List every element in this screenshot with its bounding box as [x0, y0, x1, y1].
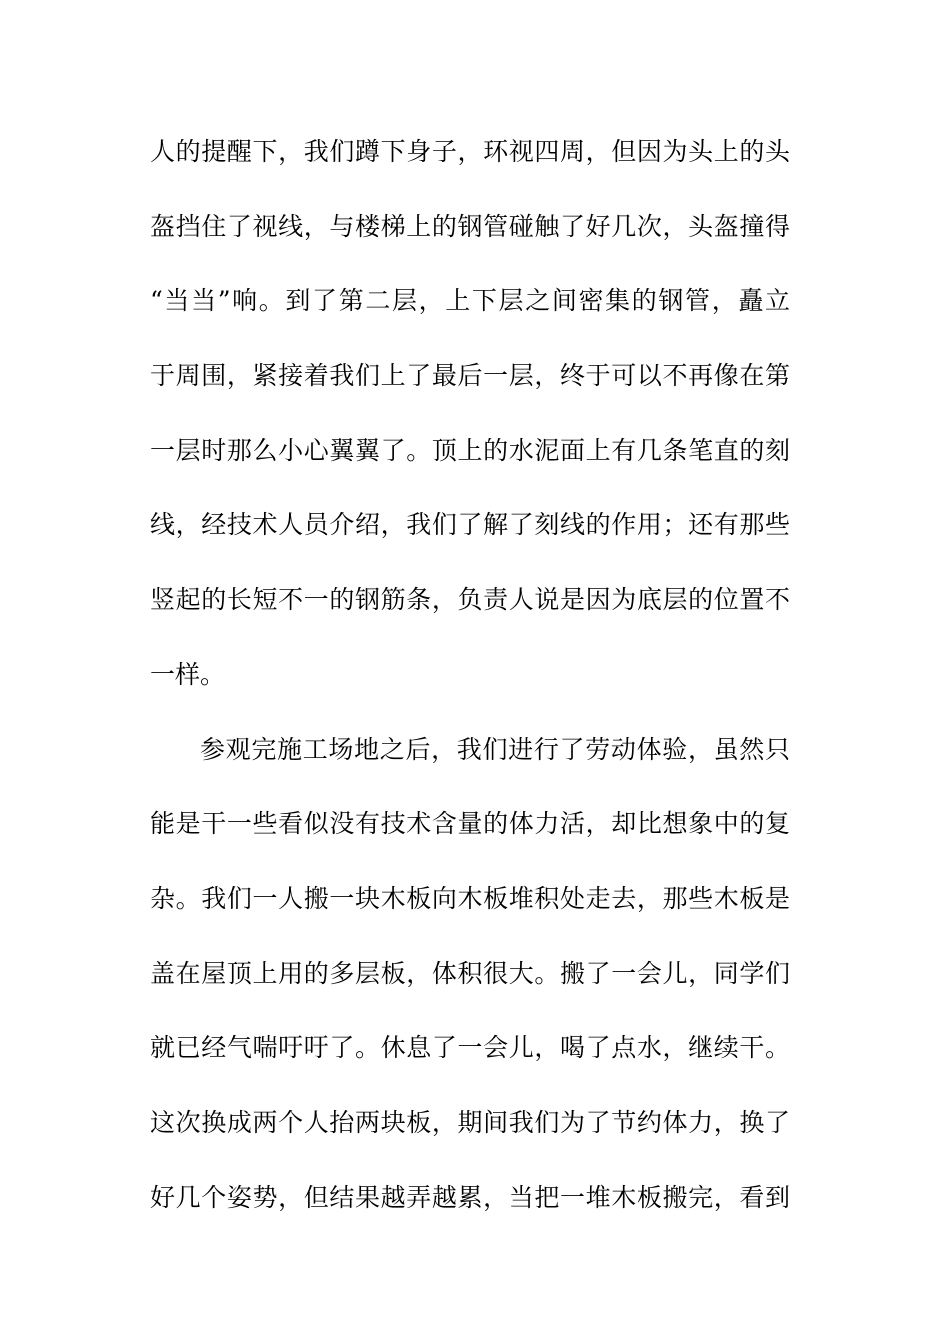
paragraph-line: 一样。: [150, 659, 226, 689]
paragraph-line: 能是干一些看似没有技术含量的体力活，却比想象中的复: [150, 809, 790, 839]
paragraph-line: 参观完施工场地之后，我们进行了劳动体验，虽然只: [200, 734, 790, 764]
paragraph-line: 杂。我们一人搬一块木板向木板堆积处走去，那些木板是: [150, 883, 790, 913]
paragraph-line: 线，经技术人员介绍，我们了解了刻线的作用；还有那些: [150, 510, 790, 540]
document-body: [150, 115, 790, 1235]
paragraph-line: “当当”响。到了第二层，上下层之间密集的钢管，矗立: [150, 286, 790, 316]
paragraph-2: [150, 713, 790, 1236]
paragraph-line: 人的提醒下，我们蹲下身子，环视四周，但因为头上的头: [150, 137, 790, 166]
paragraph-1: [150, 115, 790, 713]
paragraph-line: 盖在屋顶上用的多层板，体积很大。搬了一会儿，同学们: [150, 958, 790, 988]
paragraph-line: 好几个姿势，但结果越弄越累，当把一堆木板搬完，看到: [150, 1182, 790, 1212]
paragraph-line: 就已经气喘吁吁了。休息了一会儿，喝了点水，继续干。: [150, 1033, 790, 1063]
paragraph-line: 于周围，紧接着我们上了最后一层，终于可以不再像在第: [150, 361, 790, 391]
paragraph-line: 一层时那么小心翼翼了。顶上的水泥面上有几条笔直的刻: [150, 435, 790, 465]
paragraph-line: 这次换成两个人抬两块板，期间我们为了节约体力，换了: [150, 1107, 790, 1137]
paragraph-line: 盔挡住了视线，与楼梯上的钢管碰触了好几次，头盔撞得: [150, 211, 790, 241]
paragraph-line: 竖起的长短不一的钢筋条，负责人说是因为底层的位置不: [150, 585, 790, 615]
